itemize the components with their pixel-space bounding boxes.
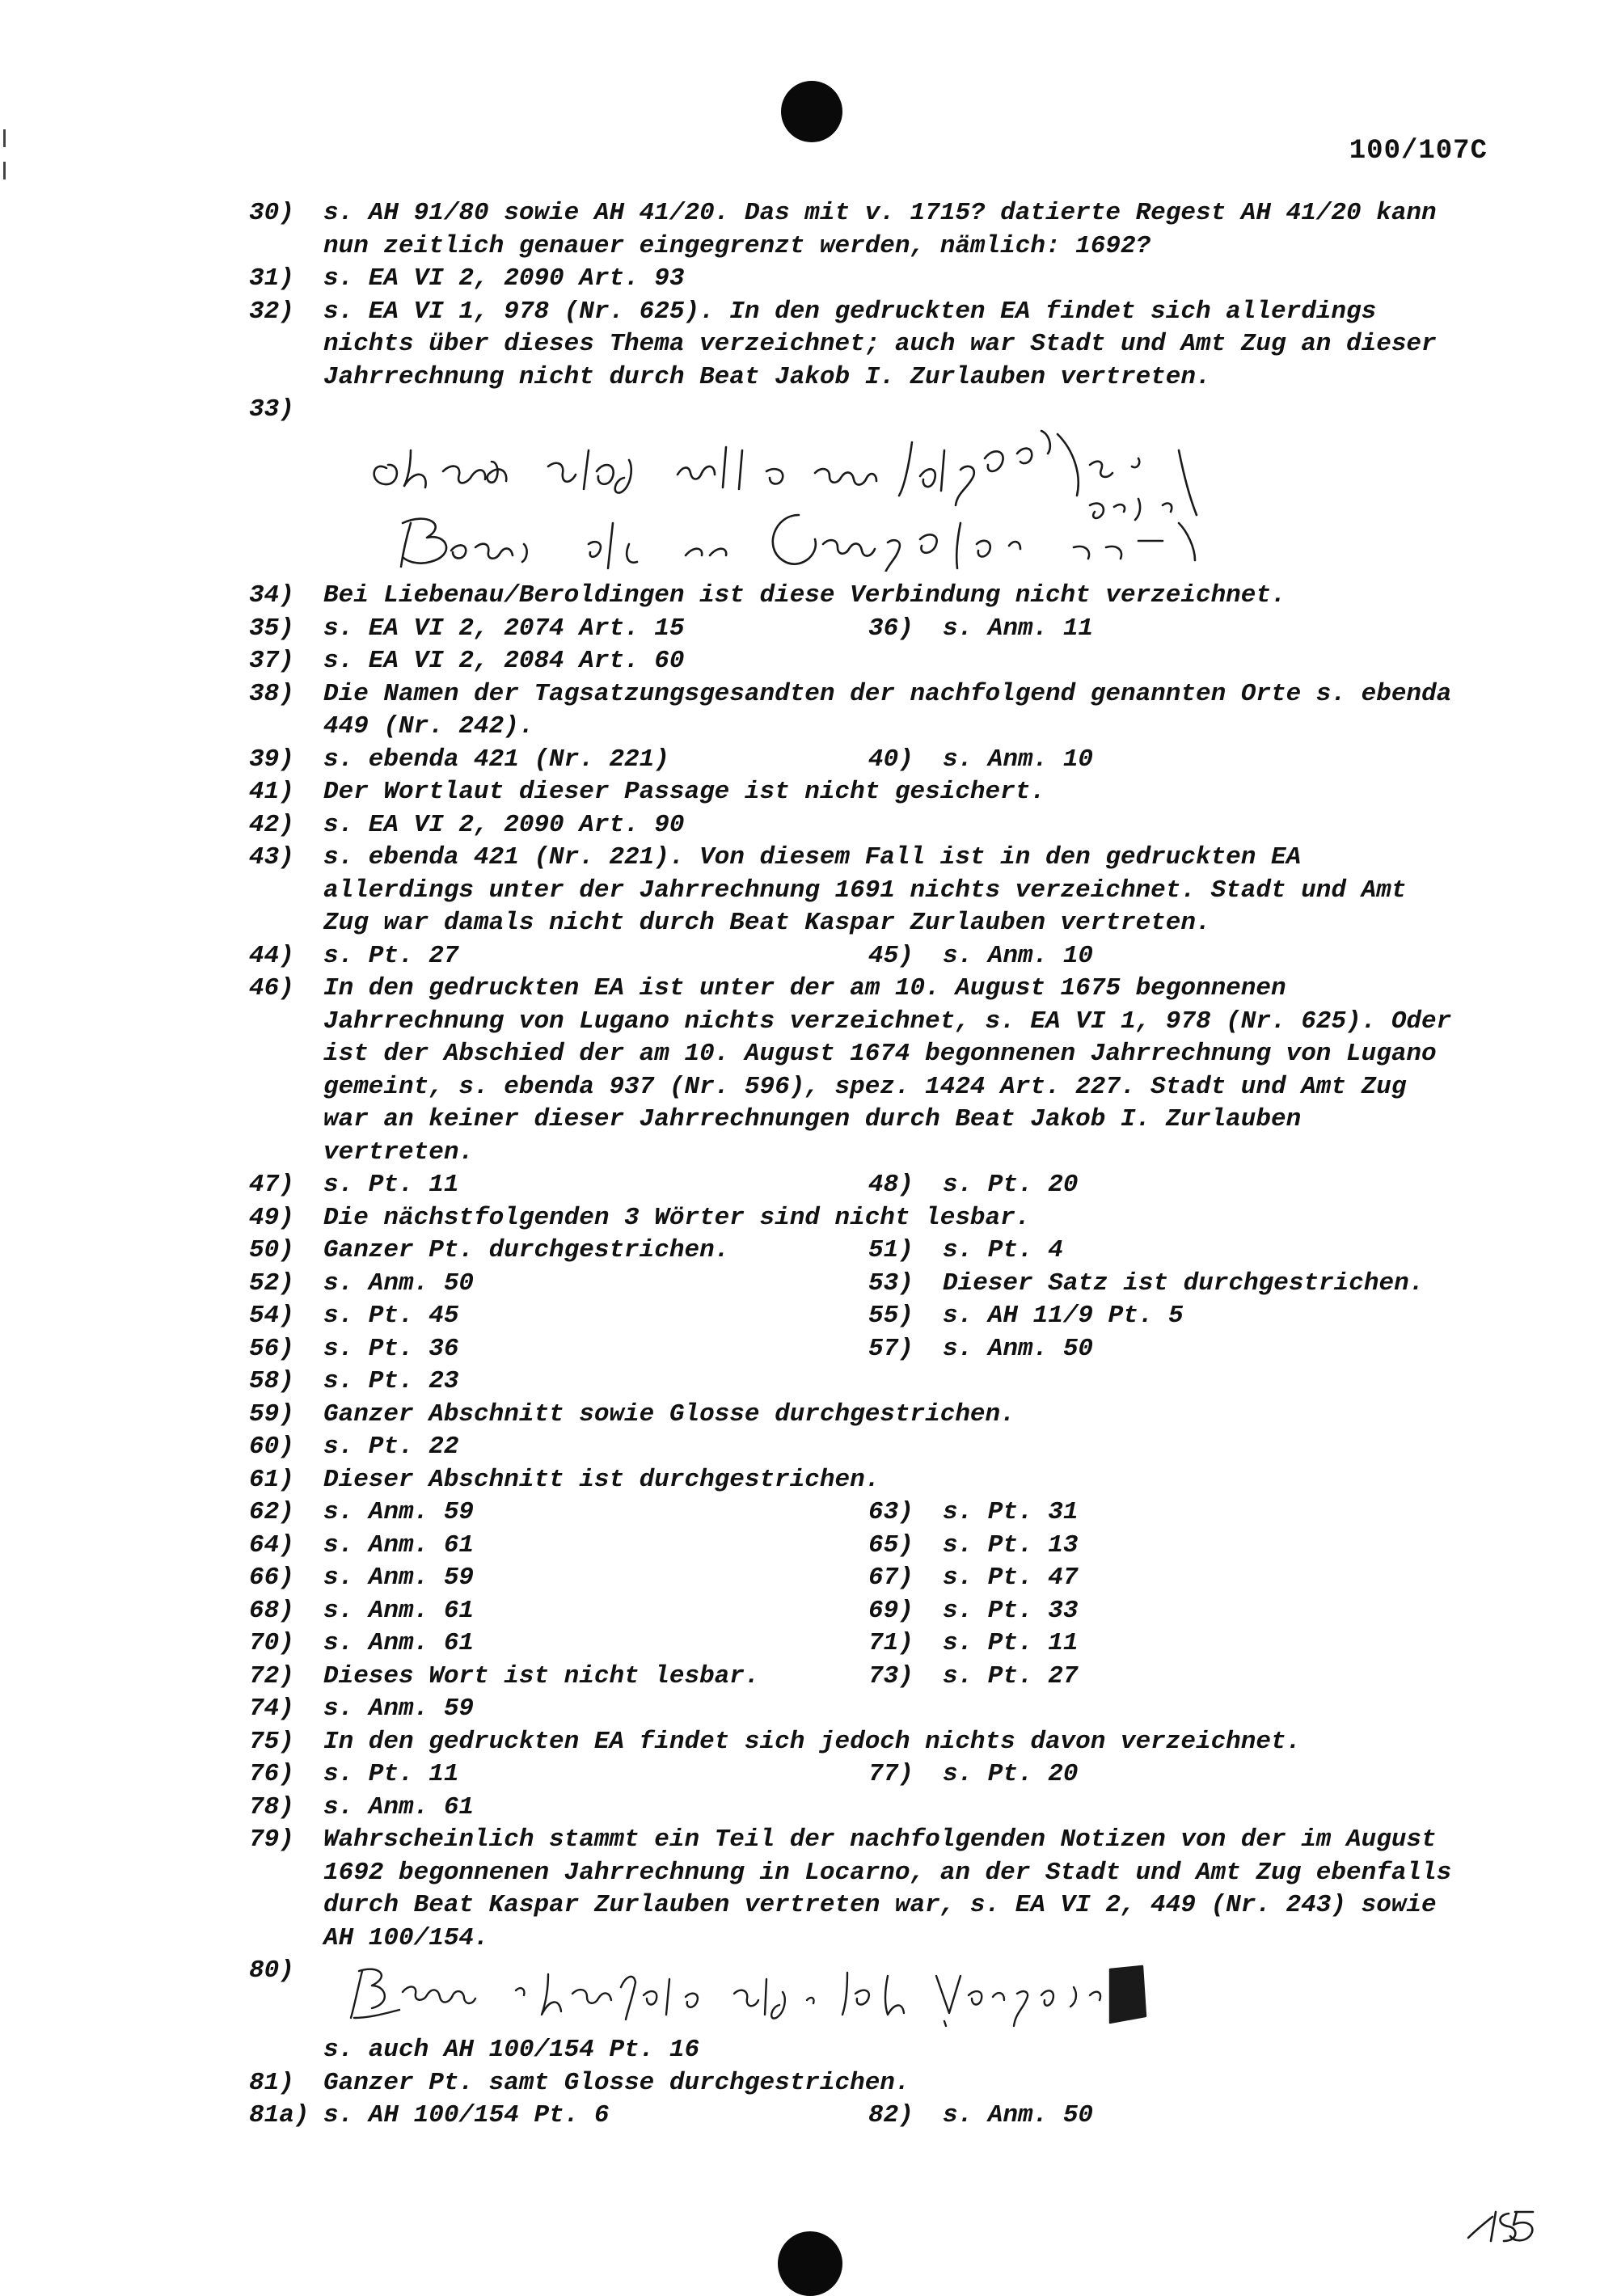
note-number: 43)	[249, 843, 294, 872]
note-number: 31)	[249, 264, 294, 293]
note-number: 81a)	[249, 2101, 310, 2129]
note-text: s. Anm. 61	[323, 1629, 475, 1657]
handwritten-excerpt-image	[330, 1955, 1187, 2034]
note-number: 74)	[249, 1695, 294, 1723]
note-60	[249, 1431, 1510, 1464]
note-number: 53)	[868, 1268, 914, 1298]
note-text: s. ebenda 421 (Nr. 221). Von diesem Fall ist in den gedruckten EA allerdings unter der Jahrrechnung 1691 nichts verzeichnet. Stadt und Amt Zug war damals nicht durch Beat Kaspar Zurlauben vertreten.	[323, 843, 1407, 937]
note-pair-62-63	[249, 1496, 1510, 1530]
note-number: 41)	[249, 778, 294, 806]
note-pair-35-36	[249, 613, 1510, 646]
note-text: s. Anm. 61	[323, 1530, 475, 1560]
note-text: s. Anm. 50	[323, 1268, 475, 1298]
note-text: s. Anm. 11	[943, 614, 1094, 643]
note-number: 65)	[868, 1530, 914, 1560]
note-number: 68)	[249, 1596, 294, 1625]
handwritten-excerpt-image	[362, 402, 1446, 572]
note-number: 34)	[249, 581, 294, 610]
note-text: s. Pt. 20	[943, 1171, 1079, 1199]
note-33	[249, 394, 1510, 580]
note-text: s. Anm. 59	[323, 1564, 475, 1592]
note-number: 75)	[249, 1727, 294, 1756]
note-text: s. Anm. 61	[323, 1596, 475, 1625]
note-61	[249, 1464, 1510, 1497]
note-text: s. Pt. 33	[943, 1596, 1079, 1625]
note-number: 54)	[249, 1302, 294, 1330]
note-number: 37)	[249, 647, 294, 675]
note-80-continuation: s. auch AH 100/154 Pt. 16	[323, 2036, 700, 2064]
note-pair-52-53	[249, 1268, 1510, 1301]
note-number: 70)	[249, 1629, 294, 1657]
note-pair-66-67	[249, 1562, 1510, 1595]
note-text: Dieser Abschnitt ist durchgestrichen.	[323, 1465, 880, 1494]
note-38	[249, 678, 1510, 744]
note-number: 63)	[868, 1498, 914, 1526]
note-text: s. Pt. 13	[943, 1530, 1079, 1560]
note-text: s. Pt. 22	[323, 1433, 459, 1461]
note-text: s. AH 100/154 Pt. 6	[323, 2101, 610, 2129]
note-number: 45)	[868, 941, 914, 970]
note-text: s. EA VI 2, 2090 Art. 90	[323, 810, 685, 839]
note-pair-72-73	[249, 1661, 1510, 1694]
note-text: s. Pt. 36	[323, 1334, 459, 1363]
note-81	[249, 2067, 1510, 2100]
note-pair-81a-82	[249, 2100, 1510, 2133]
note-number: 72)	[249, 1661, 294, 1690]
note-text: s. Anm. 10	[943, 745, 1094, 774]
note-number: 38)	[249, 679, 294, 708]
note-number: 66)	[249, 1564, 294, 1592]
note-text: s. Anm. 59	[323, 1695, 475, 1723]
note-number: 57)	[868, 1334, 914, 1363]
note-number: 44)	[249, 941, 294, 970]
note-text: s. EA VI 1, 978 (Nr. 625). In den gedruckten EA findet sich allerdings nichts über dieses Thema verzeichnet; auch war Stadt und Amt Zug an dieser Jahrrechnung nicht durch Beat Jakob I. Zurlauben vertreten.	[323, 297, 1437, 391]
note-41	[249, 776, 1510, 809]
note-text: Dieser Satz ist durchgestrichen.	[943, 1268, 1425, 1298]
note-text: Ganzer Abschnitt sowie Glosse durchgestrichen.	[323, 1399, 1015, 1429]
note-number: 78)	[249, 1792, 294, 1821]
note-number: 30)	[249, 199, 294, 227]
note-37	[249, 645, 1510, 678]
note-text: s. ebenda 421 (Nr. 221)	[323, 745, 669, 774]
note-number: 56)	[249, 1334, 294, 1363]
note-text: Wahrscheinlich stammt ein Teil der nachfolgenden Notizen von der im August 1692 begonnenen Jahrrechnung in Locarno, an der Stadt und Amt Zug ebenfalls durch Beat Kaspar Zurlauben vertreten war, s. EA VI 2, 449 (Nr. 243) sowie AH 100/154.	[323, 1825, 1452, 1952]
note-number: 61)	[249, 1465, 294, 1494]
note-number: 79)	[249, 1825, 294, 1854]
note-number: 77)	[868, 1760, 914, 1788]
note-text: s. Pt. 23	[323, 1367, 459, 1395]
note-number: 51)	[868, 1236, 914, 1264]
note-text: Dieses Wort ist nicht lesbar.	[323, 1661, 760, 1690]
note-number: 55)	[868, 1302, 914, 1330]
note-number: 82)	[868, 2101, 914, 2129]
note-text: s. Pt. 27	[943, 1661, 1079, 1690]
note-80	[249, 1955, 1510, 2034]
note-number: 60)	[249, 1433, 294, 1461]
note-pair-50-51	[249, 1235, 1510, 1268]
note-number: 42)	[249, 810, 294, 839]
note-text: Die nächstfolgenden 3 Wörter sind nicht lesbar.	[323, 1203, 1031, 1232]
note-pair-64-65	[249, 1530, 1510, 1563]
note-text: s. EA VI 2, 2074 Art. 15	[323, 614, 685, 643]
note-text: s. EA VI 2, 2084 Art. 60	[323, 647, 685, 675]
note-text: s. Pt. 4	[943, 1236, 1063, 1264]
note-number: 46)	[249, 974, 294, 1002]
note-34	[249, 580, 1510, 613]
note-78	[249, 1792, 1510, 1825]
note-pair-54-55	[249, 1300, 1510, 1333]
note-text: s. Anm. 61	[323, 1792, 475, 1821]
note-79	[249, 1824, 1510, 1955]
note-pair-70-71	[249, 1627, 1510, 1661]
note-number: 33)	[249, 395, 294, 424]
footnotes-list	[249, 197, 1510, 2133]
note-text: s. Pt. 11	[323, 1171, 459, 1199]
handwritten-page-number-image	[1463, 2196, 1560, 2252]
note-59	[249, 1399, 1510, 1432]
note-pair-68-69	[249, 1595, 1510, 1628]
note-number: 71)	[868, 1629, 914, 1657]
note-number: 35)	[249, 614, 294, 643]
note-number: 40)	[868, 745, 914, 774]
note-text: s. Pt. 11	[943, 1629, 1079, 1657]
margin-mark	[3, 162, 6, 179]
note-pair-39-40	[249, 744, 1510, 777]
note-pair-47-48	[249, 1169, 1510, 1202]
margin-mark	[3, 129, 6, 147]
note-58	[249, 1365, 1510, 1399]
note-number: 81)	[249, 2068, 294, 2097]
note-43	[249, 842, 1510, 940]
note-text: s. Pt. 20	[943, 1760, 1079, 1788]
note-74	[249, 1693, 1510, 1726]
note-text: Der Wortlaut dieser Passage ist nicht gesichert.	[323, 778, 1045, 806]
note-pair-56-57	[249, 1333, 1510, 1366]
note-number: 67)	[868, 1564, 914, 1592]
note-text: s. Pt. 31	[943, 1498, 1079, 1526]
note-text: s. Anm. 10	[943, 941, 1094, 970]
punch-hole-top	[781, 81, 842, 142]
note-number: 69)	[868, 1596, 914, 1625]
note-pair-44-45	[249, 940, 1510, 973]
note-text: Bei Liebenau/Beroldingen ist diese Verbindung nicht verzeichnet.	[323, 581, 1286, 610]
note-number: 50)	[249, 1236, 294, 1264]
note-text: In den gedruckten EA findet sich jedoch nichts davon verzeichnet.	[323, 1727, 1302, 1756]
note-number: 73)	[868, 1661, 914, 1690]
note-text: Ganzer Pt. durchgestrichen.	[323, 1236, 730, 1264]
note-number: 52)	[249, 1268, 294, 1298]
note-number: 49)	[249, 1203, 294, 1232]
note-75	[249, 1726, 1510, 1759]
note-46	[249, 973, 1510, 1169]
note-text: s. Pt. 27	[323, 941, 459, 970]
note-text: s. Pt. 11	[323, 1760, 459, 1788]
note-31	[249, 263, 1510, 296]
note-text: Die Namen der Tagsatzungsgesandten der nachfolgend genannten Orte s. ebenda 449 (Nr. 242).	[323, 679, 1452, 741]
note-number: 76)	[249, 1760, 294, 1788]
note-text: s. Pt. 47	[943, 1564, 1079, 1592]
note-text: s. Pt. 45	[323, 1302, 459, 1330]
note-text: s. AH 91/80 sowie AH 41/20. Das mit v. 1715? datierte Regest AH 41/20 kann nun zeitlich genauer eingegrenzt werden, nämlich: 1692?	[323, 199, 1437, 260]
note-number: 58)	[249, 1367, 294, 1395]
note-32	[249, 296, 1510, 395]
note-number: 59)	[249, 1399, 294, 1429]
note-text: s. Anm. 59	[323, 1498, 475, 1526]
note-text: s. Anm. 50	[943, 1334, 1094, 1363]
note-number: 39)	[249, 745, 294, 774]
note-text: s. Anm. 50	[943, 2101, 1094, 2129]
note-number: 64)	[249, 1530, 294, 1560]
document-number: 100/107C	[1349, 136, 1488, 167]
note-pair-76-77	[249, 1758, 1510, 1792]
note-30	[249, 197, 1510, 263]
note-text: s. EA VI 2, 2090 Art. 93	[323, 264, 685, 293]
note-number: 47)	[249, 1171, 294, 1199]
note-text: Ganzer Pt. samt Glosse durchgestrichen.	[323, 2068, 910, 2097]
punch-hole-bottom	[778, 2231, 842, 2296]
note-49	[249, 1202, 1510, 1235]
note-42	[249, 809, 1510, 842]
note-number: 62)	[249, 1498, 294, 1526]
note-number: 32)	[249, 297, 294, 326]
note-number: 80)	[249, 1956, 294, 1985]
note-number: 48)	[868, 1171, 914, 1199]
note-text: In den gedruckten EA ist unter der am 10. August 1675 begonnenen Jahrrechnung von Lugano nichts verzeichnet, s. EA VI 1, 978 (Nr. 625). Oder ist der Abschied der am 10. August 1674 begonnenen Jahrrechnung von Lugano gemeint, s. ebenda 937 (Nr. 596), spez. 1424 Art. 227. Stadt und Amt Zug war an keiner dieser Jahrrechnungen durch Beat Jakob I. Zurlauben vertreten.	[323, 974, 1452, 1167]
note-number: 36)	[868, 614, 914, 643]
note-text: s. AH 11/9 Pt. 5	[943, 1302, 1184, 1330]
